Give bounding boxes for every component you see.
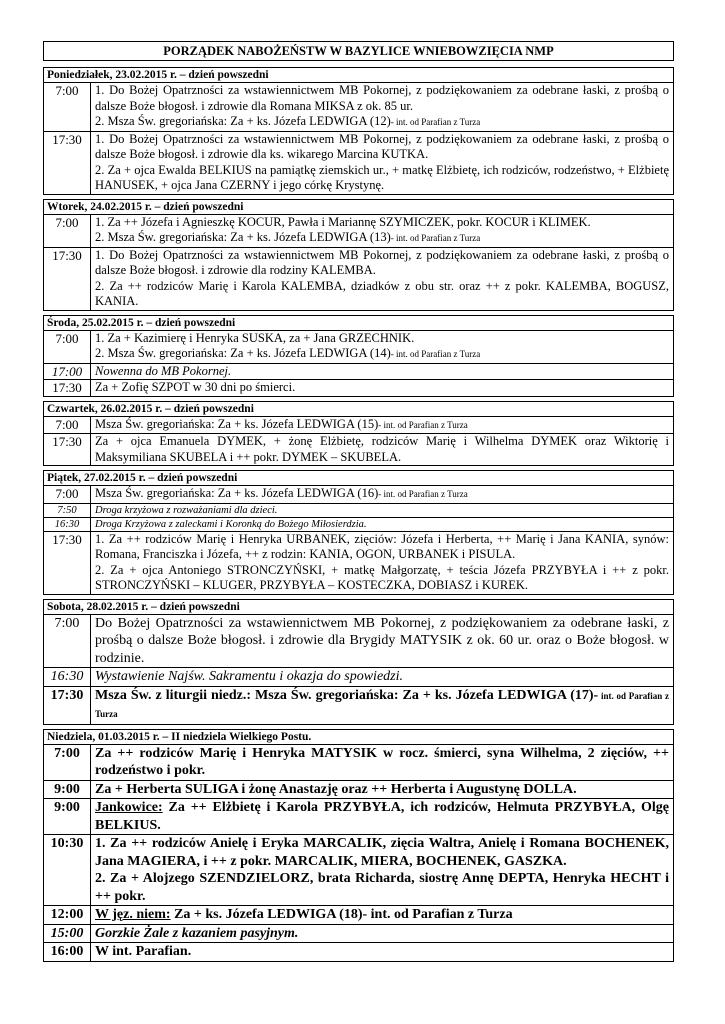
intention-text: 1. Do Bożej Opatrzności za wstawiennictwem MB Pokornej, z podziękowaniem za odebrane łaski, z prośbą o dalsze Boże błogosł. i zdrowie dla Romana MIKSA z ok. 85 ur. — [95, 83, 669, 113]
intention-paragraph — [95, 380, 669, 396]
day-block — [43, 401, 674, 467]
mass-row — [44, 668, 673, 687]
mass-intention — [91, 532, 673, 594]
day-block — [43, 315, 674, 397]
mass-row — [44, 835, 673, 906]
intention-paragraph — [95, 504, 669, 517]
intention-text: Za ++ Elżbietę i Karola PRZYBYŁA, ich rodziców, Helmuta PRZYBYŁA, Olgę BELKIUS. — [95, 800, 669, 833]
mass-time: 9:00 — [44, 799, 91, 834]
mass-row — [44, 943, 673, 961]
mass-intention — [91, 364, 673, 380]
mass-time: 12:00 — [44, 906, 91, 924]
intention-note: - int. od Parafian z Turza — [378, 419, 468, 430]
mass-intention — [91, 331, 673, 363]
intention-text: 1. Za ++ Józefa i Agnieszkę KOCUR, Pawła i Mariannę SZYMICZEK, pokr. KOCUR i KLIMEK. — [95, 214, 591, 229]
intention-paragraph — [95, 745, 669, 780]
mass-time: 9:00 — [44, 781, 91, 799]
intention-paragraph — [95, 83, 669, 114]
mass-time: 17:30 — [44, 132, 91, 194]
mass-intention — [91, 248, 673, 310]
intention-text: Za + ks. Józefa LEDWIGA (18)- int. od Parafian z Turza — [170, 907, 513, 922]
intention-text: Droga Krzyżowa z zaleckami i Koronką do Bożego Miłosierdzia. — [95, 518, 367, 530]
intention-text: 1. Do Bożej Opatrzności za wstawiennictwem MB Pokornej, z podziękowaniem za odebrane łaski, z prośbą o dalsze Boże błogosł. i zdrowie dla rodziny KALEMBA. — [95, 247, 669, 277]
intention-text: 1. Za ++ rodziców Marię i Henryka URBANEK, zięciów: Józefa i Herberta, ++ Marię i Jana KANIA, synów: Romana, Franciszka i Józefa, ++ z rodzin: KANIA, OGON, URBANEK i PISULA. — [95, 531, 669, 561]
mass-time: 15:00 — [44, 925, 91, 943]
mass-time: 7:00 — [44, 486, 91, 503]
mass-row — [44, 615, 673, 669]
mass-intention — [91, 781, 673, 799]
mass-row — [44, 906, 673, 925]
intention-paragraph — [95, 835, 669, 870]
mass-intention — [91, 615, 673, 668]
mass-row — [44, 687, 673, 724]
day-header: Wtorek, 24.02.2015 r. – dzień powszedni — [44, 200, 673, 215]
intention-text: Za + ojca Emanuela DYMEK, + żonę Elżbietę, rodziców Marię i Wilhelma DYMEK oraz Wiktorię i Maksymiliana SKUBELA i ++ pokr. DYMEK – SKUBELA. — [95, 434, 669, 464]
mass-intention — [91, 486, 673, 503]
intention-lead: W jęz. niem: — [95, 907, 171, 922]
mass-intention — [91, 906, 673, 924]
intention-paragraph — [95, 906, 669, 924]
day-block — [43, 199, 674, 311]
intention-text: Nowenna do MB Pokornej. — [95, 363, 232, 378]
mass-row — [44, 504, 673, 518]
intention-paragraph — [95, 434, 669, 465]
intention-paragraph — [95, 346, 669, 363]
intention-paragraph — [95, 870, 669, 905]
intention-note: - int. od Parafian z Turza — [390, 117, 481, 127]
intention-lead: Jankowice: — [95, 800, 163, 815]
intention-paragraph — [95, 215, 669, 231]
mass-intention — [91, 835, 673, 905]
mass-time: 7:00 — [44, 215, 91, 247]
day-header: Niedziela, 01.03.2015 r. – II niedziela Wielkiego Postu. — [44, 730, 673, 745]
document-title: PORZĄDEK NABOŻEŃSTW W BAZYLICE WNIEBOWZIĘCIA NMP — [43, 41, 674, 61]
mass-time: 17:30 — [44, 248, 91, 310]
day-header: Czwartek, 26.02.2015 r. – dzień powszedni — [44, 402, 673, 417]
intention-text: Gorzkie Żale z kazaniem pasyjnym. — [95, 925, 299, 941]
intention-text: W int. Parafian. — [95, 944, 192, 959]
intention-paragraph — [95, 230, 669, 247]
mass-intention — [91, 745, 673, 780]
intention-note: - int. od Parafian z Turza — [378, 489, 468, 499]
mass-intention — [91, 687, 673, 724]
mass-intention — [91, 417, 673, 434]
intention-paragraph — [95, 799, 669, 834]
intention-paragraph — [95, 248, 669, 279]
days-container — [43, 67, 674, 962]
mass-intention — [91, 668, 673, 686]
mass-time: 17:00 — [44, 364, 91, 380]
intention-text: Wystawienie Najśw. Sakramentu i okazja do spowiedzi. — [95, 669, 403, 684]
day-block — [43, 729, 674, 962]
day-header: Poniedziałek, 23.02.2015 r. – dzień powszedni — [44, 68, 673, 83]
intention-text: Msza Św. gregoriańska: Za + ks. Józefa LEDWIGA (15) — [95, 416, 379, 431]
intention-paragraph — [95, 331, 669, 347]
mass-intention — [91, 434, 673, 465]
day-header: Piątek, 27.02.2015 r. – dzień powszedni — [44, 471, 673, 486]
intention-paragraph — [95, 132, 669, 163]
intention-text: Do Bożej Opatrzności za wstawiennictwem MB Pokornej, z podziękowaniem za odebrane łaski, z prośbą o dalsze Boże błogosł. i zdrowie dla Brygidy MATYSIK z ok. 60 ur. oraz o Boże błogosł. w rodzinie. — [95, 615, 669, 666]
mass-row — [44, 380, 673, 396]
intention-paragraph — [95, 518, 669, 531]
intention-paragraph — [95, 486, 669, 503]
intention-text: 1. Do Bożej Opatrzności za wstawiennictwem MB Pokornej, z podziękowaniem za odebrane łaski, z prośbą o dalsze Boże błogosł. i zdrowie dla ks. wikarego Marcina KUTKA. — [95, 131, 669, 161]
day-block — [43, 470, 674, 595]
intention-text: 1. Za ++ rodziców Anielę i Eryka MARCALIK, zięcia Waltra, Anielę i Romana BOCHENEK, Jana MAGIERA, i ++ z pokr. MARCALIK, MIERA, BOCHENEK, GASZKA. — [95, 836, 669, 869]
mass-time: 10:30 — [44, 835, 91, 905]
intention-paragraph — [95, 532, 669, 563]
mass-time: 16:00 — [44, 943, 91, 961]
intention-text: 2. Za + ojca Antoniego STRONCZYŃSKI, + matkę Małgorzatę, + teścia Józefa PRZYBYŁA i ++ z pokr. STRONCZYŃSKI – KLUGER, PRZYBYŁA – KOSTECZKA, DOBIASZ i KUREK. — [95, 562, 669, 592]
mass-row — [44, 486, 673, 504]
mass-row — [44, 364, 673, 381]
mass-row — [44, 417, 673, 435]
intention-paragraph — [95, 925, 669, 943]
day-block — [43, 67, 674, 195]
intention-text: 2. Za + Alojzego SZENDZIELORZ, brata Richarda, siostrę Annę DEPTA, Henryka HECHT i ++ pokr. — [95, 871, 669, 904]
mass-time: 17:30 — [44, 434, 91, 465]
mass-time: 7:00 — [44, 83, 91, 131]
mass-time: 7:50 — [44, 504, 91, 517]
mass-row — [44, 83, 673, 132]
intention-paragraph — [95, 279, 669, 310]
day-block — [43, 599, 674, 725]
intention-paragraph — [95, 364, 669, 380]
mass-intention — [91, 215, 673, 247]
intention-text: Za + Zofię SZPOT w 30 dni po śmierci. — [95, 380, 296, 394]
mass-time: 7:00 — [44, 615, 91, 668]
mass-intention — [91, 504, 673, 517]
mass-intention — [91, 132, 673, 194]
intention-text: Msza Św. gregoriańska: Za + ks. Józefa LEDWIGA (16) — [95, 486, 379, 500]
mass-row — [44, 132, 673, 194]
mass-time: 16:30 — [44, 518, 91, 531]
intention-paragraph — [95, 668, 669, 686]
mass-row — [44, 799, 673, 835]
mass-row — [44, 532, 673, 594]
intention-note: int. od Parafian z Turza — [95, 690, 669, 719]
mass-intention — [91, 380, 673, 396]
mass-intention — [91, 518, 673, 531]
intention-text: Droga krzyżowa z rozważaniami dla dzieci. — [95, 504, 278, 516]
intention-paragraph — [95, 563, 669, 594]
intention-text: Za ++ rodziców Marię i Henryka MATYSIK w rocz. śmierci, syna Wilhelma, 2 zięciów, ++ rodzeństwo i pokr. — [95, 745, 669, 778]
intention-paragraph — [95, 943, 669, 961]
intention-note: - int. od Parafian z Turza — [390, 233, 481, 243]
mass-row — [44, 781, 673, 800]
mass-row — [44, 434, 673, 465]
mass-time: 17:30 — [44, 532, 91, 594]
mass-time: 17:30 — [44, 380, 91, 396]
intention-paragraph — [95, 163, 669, 194]
mass-time: 17:30 — [44, 687, 91, 724]
intention-paragraph — [95, 417, 669, 434]
mass-row — [44, 745, 673, 781]
intention-text: Za + Herberta SULIGA i żonę Anastazję oraz ++ Herberta i Augustynę DOLLA. — [95, 781, 577, 797]
mass-time: 7:00 — [44, 331, 91, 363]
mass-row — [44, 215, 673, 248]
mass-time: 7:00 — [44, 745, 91, 780]
intention-paragraph — [95, 114, 669, 131]
intention-text: 2. Za + ojca Ewalda BELKIUS na pamiątkę ziemskich ur., + matkę Elżbietę, ich rodziców, rodzeństwo, + Elżbietę HANUSEK, + ojca Jana CZERNY i jego córkę Krystynę. — [95, 162, 669, 192]
mass-intention — [91, 925, 673, 943]
mass-intention — [91, 943, 673, 961]
schedule-document — [43, 41, 674, 966]
intention-paragraph — [95, 615, 669, 668]
day-header: Sobota, 28.02.2015 r. – dzień powszedni — [44, 600, 673, 615]
intention-text: 2. Msza Św. gregoriańska: Za + ks. Józefa LEDWIGA (14) — [95, 346, 391, 360]
intention-paragraph — [95, 781, 669, 799]
intention-paragraph — [95, 687, 669, 724]
mass-row — [44, 248, 673, 310]
intention-text: Msza Św. z liturgii niedz.: Msza Św. gregoriańska: Za + ks. Józefa LEDWIGA (17)- — [95, 687, 599, 703]
mass-row — [44, 925, 673, 944]
mass-intention — [91, 799, 673, 834]
intention-text: 2. Msza Św. gregoriańska: Za + ks. Józefa LEDWIGA (13) — [95, 230, 391, 244]
mass-time: 7:00 — [44, 417, 91, 434]
intention-text: 2. Msza Św. gregoriańska: Za + ks. Józefa LEDWIGA (12) — [95, 114, 391, 128]
mass-intention — [91, 83, 673, 131]
intention-text: 1. Za + Kazimierę i Henryka SUSKA, za + Jana GRZECHNIK. — [95, 330, 415, 345]
mass-row — [44, 331, 673, 364]
mass-row — [44, 518, 673, 532]
intention-note: - int. od Parafian z Turza — [390, 349, 481, 359]
mass-time: 16:30 — [44, 668, 91, 686]
day-header: Środa, 25.02.2015 r. – dzień powszedni — [44, 316, 673, 331]
intention-text: 2. Za ++ rodziców Marię i Karola KALEMBA, dziadków z obu str. oraz ++ z pokr. KALEMBA, BOGUSZ, KANIA. — [95, 278, 669, 308]
